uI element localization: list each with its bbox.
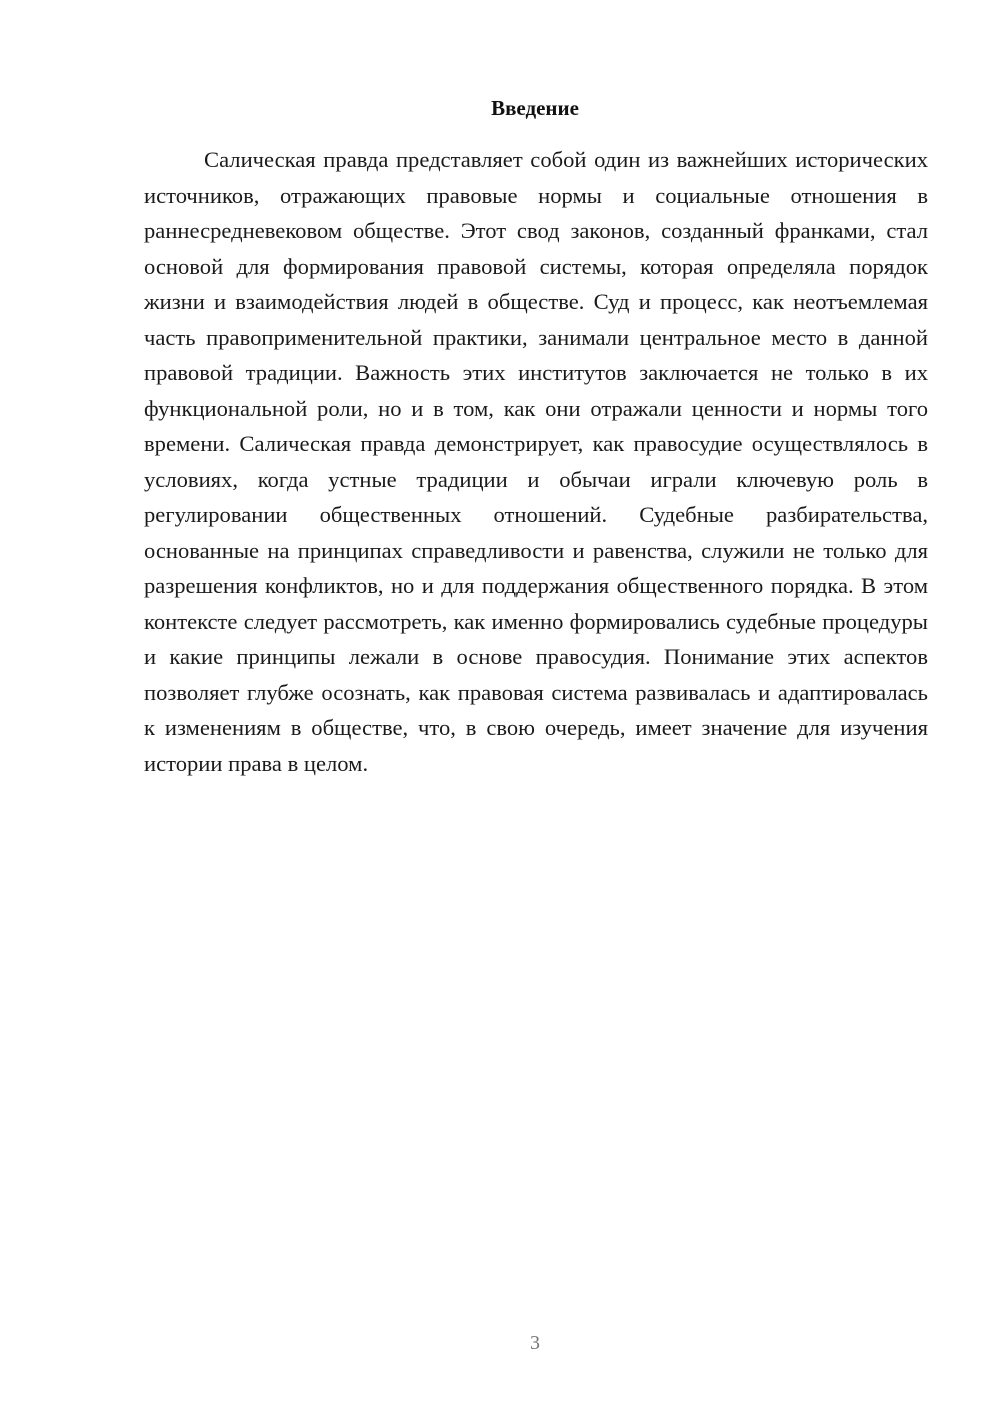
body-paragraph: Салическая правда представляет собой один из важнейших исторических источников, отражающих правовые нормы и социальные отношения в раннесредневековом обществе. Этот свод законов, созданный франками, стал основой для формирования правовой системы, которая определяла порядок жизни и взаимодействия людей в обществе. Суд и процесс, как неотъемлемая часть правоприменительной практики, занимали центральное место в данной правовой традиции. Важность этих институтов заключается не только в их функциональной роли, но и в том, как они отражали ценности и нормы того времени. Салическая правда демонстрирует, как правосудие осуществлялось в условиях, когда устные традиции и обычаи играли ключевую роль в регулировании общественных отношений. Судебные разбирательства, основанные на принципах справедливости и равенства, служили не только для разрешения конфликтов, но и для поддержания общественного порядка. В этом контексте следует рассмотреть, как именно формировались судебные процедуры и какие принципы лежали в основе правосудия. Понимание этих аспектов позволяет глубже осознать, как правовая система развивалась и адаптировалась к изменениям в обществе, что, в свою очередь, имеет значение для изучения истории права в целом. bbox=[144, 147, 928, 776]
page-number: 3 bbox=[530, 1332, 540, 1354]
section-heading: Введение bbox=[491, 96, 579, 120]
